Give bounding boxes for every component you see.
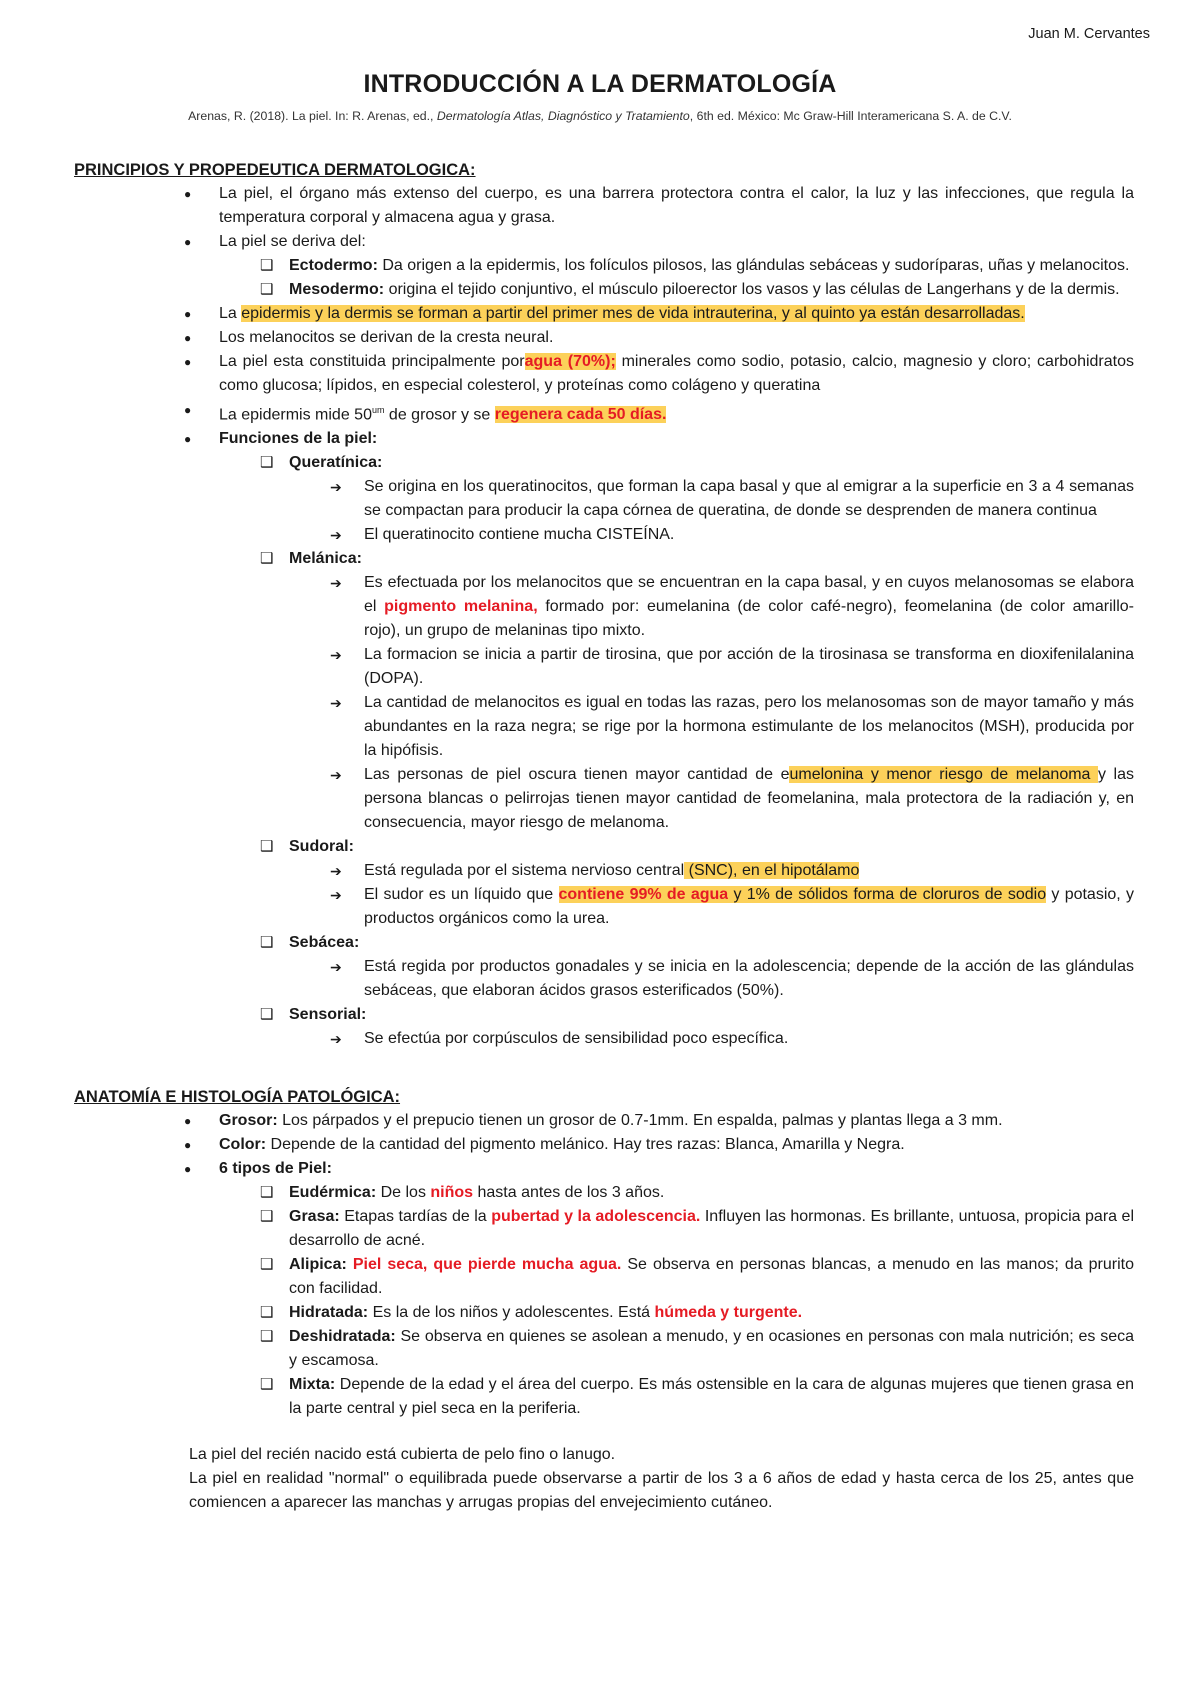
list-item: [74, 883, 1134, 931]
item-label: Deshidratada:: [289, 1328, 396, 1346]
list-item: [74, 955, 1134, 1003]
list-item: [74, 1373, 1134, 1421]
list-item: [74, 427, 1134, 451]
list-item: [74, 278, 1134, 302]
item-text: y potasio, y productos orgánicos como la urea.: [364, 886, 1135, 928]
item-text: Las personas de piel oscura tienen mayor cantidad de e: [364, 766, 790, 784]
list-item: [74, 523, 1134, 547]
checkbox-icon: ❑: [260, 454, 274, 472]
checkbox-icon: ❑: [260, 1304, 274, 1322]
item-label: Queratínica:: [289, 454, 383, 472]
arrow-icon: ➔: [330, 1031, 342, 1048]
closing-paragraphs: [74, 1443, 1134, 1515]
bullet-icon: ●: [184, 187, 192, 201]
section-spacer: [74, 1051, 1134, 1085]
item-text: Etapas tardías de la: [339, 1208, 492, 1226]
checkbox-icon: ❑: [260, 1376, 274, 1394]
item-text: Los párpados y el prepucio tienen un grosor de 0.7-1mm. En espalda, palmas y plantas llega a 3 mm.: [277, 1112, 1003, 1130]
checkbox-icon: ❑: [260, 1184, 274, 1202]
item-text: de grosor y se: [384, 406, 495, 424]
list-item: [74, 691, 1134, 763]
bullet-icon: ●: [184, 403, 192, 417]
list-item: [74, 398, 1134, 427]
bullet-icon: ●: [184, 1114, 192, 1129]
list-item: [74, 1301, 1134, 1325]
checkbox-icon: ❑: [260, 1256, 274, 1274]
item-label: Grasa:: [289, 1208, 340, 1226]
item-text: Está regulada por el sistema nervioso central: [364, 862, 685, 880]
item-label: Ectodermo:: [289, 257, 378, 274]
bullet-icon: ●: [184, 1138, 192, 1153]
list-item: [74, 326, 1134, 350]
list-item: [74, 1133, 1134, 1157]
item-text: Depende de la edad y el área del cuerpo. Es más ostensible en la cara de algunas mujeres que tienen grasa en la parte central y piel seca en la periferia.: [289, 1376, 1134, 1418]
item-label: Sudoral:: [289, 838, 354, 856]
list-item: [74, 931, 1134, 955]
arrow-icon: ➔: [330, 767, 342, 784]
item-text: De los: [376, 1184, 431, 1202]
list-item: [74, 1027, 1134, 1051]
item-text: Se origina en los queratinocitos, que forman la capa basal y que al emigrar a la superficie en 3 a 4 semanas se compactan para producir la capa córnea de queratina, de donde se desprenden de manera continua: [364, 478, 1134, 520]
item-text: La epidermis mide 50: [219, 406, 372, 424]
list-item: [74, 1157, 1134, 1181]
item-text: La formacion se inicia a partir de tirosina, que por acción de la tirosinasa se transforma en dioxifenilalanina (DOPA).: [364, 646, 1134, 688]
list-item: [74, 350, 1134, 398]
item-label: Sebácea:: [289, 934, 360, 952]
paragraph: La piel en realidad "normal" o equilibrada puede observarse a partir de los 3 a 6 años de edad y hasta cerca de los 25, antes que comiencen a aparecer las manchas y arrugas propias del envejecimiento cutáneo.: [189, 1470, 1134, 1512]
item-text: minerales como sodio, potasio, calcio, magnesio y cloro; carbohidratos como glucosa; lípidos, en especial colesterol, y proteínas como colágeno y queratina: [219, 353, 1135, 394]
arrow-icon: ➔: [330, 863, 342, 880]
item-text: El queratinocito contiene mucha CISTEÍNA.: [364, 526, 675, 544]
list-item: [74, 451, 1134, 475]
item-text: Es la de los niños y adolescentes. Está: [368, 1304, 655, 1322]
list-item: [74, 1181, 1134, 1205]
list-item: [74, 1003, 1134, 1027]
bullet-icon: ●: [184, 331, 192, 345]
arrow-icon: ➔: [330, 575, 342, 592]
list-item: [74, 643, 1134, 691]
item-text: Se efectúa por corpúsculos de sensibilidad poco específica.: [364, 1030, 789, 1048]
item-label: Eudérmica:: [289, 1184, 377, 1202]
list-item: [74, 230, 1134, 254]
checkbox-icon: ❑: [260, 1208, 274, 1226]
list-item: [74, 1109, 1134, 1133]
list-item: [74, 475, 1134, 523]
citation-book-title: Dermatología Atlas, Diagnóstico y Tratamiento: [436, 109, 690, 123]
item-text: y las persona blancas o pelirrojas tienen mayor cantidad de feomelanina, mala protectora de la radiación y, en consecuencia, mayor riesgo de melanoma.: [364, 766, 1134, 832]
highlighted-text: y 1% de sólidos forma de cloruros de sodio: [728, 886, 1047, 904]
checkbox-icon: ❑: [260, 550, 274, 568]
item-text: hasta antes de los 3 años.: [473, 1184, 665, 1202]
emphasis-text: regenera cada 50 días.: [494, 406, 667, 424]
highlighted-text: umelonina y menor riesgo de melanoma: [789, 766, 1098, 784]
item-text: Se observa en quienes se asolean a menudo, y en ocasiones en personas con mala nutrición; es seca y escamosa.: [289, 1328, 1134, 1370]
page-title: INTRODUCCIÓN A LA DERMATOLOGÍA: [363, 70, 837, 98]
emphasis-text: pubertad y la adolescencia.: [491, 1208, 701, 1226]
list-item: [74, 571, 1134, 643]
arrow-icon: ➔: [330, 959, 342, 976]
checkbox-icon: ❑: [260, 257, 274, 274]
checkbox-icon: ❑: [260, 838, 274, 856]
list-item: [74, 1205, 1134, 1253]
section-heading-anatomia: ANATOMÍA E HISTOLOGÍA PATOLÓGICA:: [74, 1088, 401, 1107]
list-item: [74, 302, 1134, 326]
checkbox-icon: ❑: [260, 934, 274, 952]
item-text: Se observa en personas blancas, a menudo en las manos; da prurito con facilidad.: [289, 1256, 1135, 1298]
citation-text: Arenas, R. (2018). La piel. In: R. Arenas, ed.,: [188, 109, 437, 123]
item-label: Sensorial:: [289, 1006, 367, 1024]
checkbox-icon: ❑: [260, 281, 274, 298]
item-label: 6 tipos de Piel:: [219, 1160, 332, 1178]
item-label: Mesodermo:: [289, 281, 385, 298]
list-item: [74, 835, 1134, 859]
item-label: Alipica:: [289, 1256, 347, 1274]
list-item: [74, 763, 1134, 835]
paragraph: La piel del recién nacido está cubierta de pelo fino o lanugo.: [189, 1446, 616, 1464]
list-item: [74, 254, 1134, 278]
arrow-icon: ➔: [330, 479, 342, 496]
arrow-icon: ➔: [330, 887, 342, 904]
list-item: [74, 182, 1134, 230]
section-list-anatomia: [74, 1109, 1134, 1421]
emphasis-text: niños: [430, 1184, 474, 1202]
arrow-icon: ➔: [330, 527, 342, 544]
item-label: Grosor:: [219, 1112, 278, 1130]
emphasis-text: húmeda y turgente.: [654, 1304, 803, 1322]
item-text: Da origen a la epidermis, los folículos pilosos, las glándulas sebáceas y sudoríparas, uñas y melanocitos.: [377, 257, 1130, 274]
item-label: Mixta:: [289, 1376, 336, 1394]
list-item: [74, 859, 1134, 883]
bullet-icon: ●: [184, 355, 192, 369]
item-text: origina el tejido conjuntivo, el músculo piloerector los vasos y las células de Langerhans y de la dermis.: [384, 281, 1120, 298]
list-item: [74, 1253, 1134, 1301]
item-text: Está regida por productos gonadales y se inicia en la adolescencia; depende de la acción de las glándulas sebáceas, que elaboran ácidos grasos esterificados (50%).: [364, 958, 1134, 1000]
unit-superscript: um: [371, 405, 385, 415]
item-text: Influyen las hormonas. Es brillante, untuosa, propicia para el desarrollo de acné.: [289, 1208, 1135, 1250]
author-name: Juan M. Cervantes: [1028, 26, 1150, 42]
highlighted-text: (SNC), en el hipotálamo: [684, 862, 860, 880]
checkbox-icon: ❑: [260, 1006, 274, 1024]
item-label: Funciones de la piel:: [219, 430, 378, 448]
bullet-icon: ●: [184, 1162, 192, 1177]
arrow-icon: ➔: [330, 647, 342, 664]
bullet-icon: ●: [184, 432, 192, 447]
citation: [0, 109, 1200, 123]
emphasis-text: agua (70%);: [524, 353, 616, 370]
item-label: Hidratada:: [289, 1304, 369, 1322]
document-body: [74, 158, 1134, 1515]
item-text: La: [219, 305, 242, 322]
item-label: Color:: [219, 1136, 267, 1154]
citation-publisher: , 6th ed. México: Mc Graw-Hill Interamericana S. A. de C.V.: [689, 109, 1012, 123]
item-text: Los melanocitos se derivan de la cresta neural.: [219, 329, 554, 346]
bullet-icon: ●: [184, 235, 192, 249]
section-list-principios: [74, 182, 1134, 1051]
item-text: Es efectuada por los melanocitos que se encuentran en la capa basal, y en cuyos melanosomas se elabora el: [364, 574, 1134, 616]
bullet-icon: ●: [184, 307, 192, 321]
arrow-icon: ➔: [330, 695, 342, 712]
section-heading-principios: PRINCIPIOS Y PROPEDEUTICA DERMATOLOGICA:: [74, 161, 476, 179]
item-text: formado por: eumelanina (de color café-negro), feomelanina (de color amarillo- rojo), un grupo de melaninas tipo mixto.: [364, 598, 1134, 640]
list-item: [74, 1325, 1134, 1373]
emphasis-text: contiene 99% de agua: [558, 886, 729, 904]
item-text: El sudor es un líquido que: [364, 886, 559, 904]
emphasis-text: Piel seca, que pierde mucha agua.: [352, 1256, 622, 1274]
list-item: [74, 547, 1134, 571]
checkbox-icon: ❑: [260, 1328, 274, 1346]
item-text: La piel esta constituida principalmente por: [219, 353, 525, 370]
item-text: Depende de la cantidad del pigmento melánico. Hay tres razas: Blanca, Amarilla y Negra.: [266, 1136, 905, 1154]
highlighted-text: epidermis y la dermis se forman a partir del primer mes de vida intrauterina, y al quinto ya están desarrolladas.: [241, 305, 1025, 322]
item-text: La cantidad de melanocitos es igual en todas las razas, pero los melanosomas son de mayor tamaño y más abundantes en la raza negra; se rige por la hormona estimulante de los melanocitos (MSH), producida por la hipófisis.: [364, 694, 1134, 760]
item-text: La piel, el órgano más extenso del cuerpo, es una barrera protectora contra el calor, la luz y las infecciones, que regula la temperatura corporal y almacena agua y grasa.: [219, 185, 1134, 226]
item-text: La piel se deriva del:: [219, 233, 366, 250]
emphasis-text: pigmento melanina,: [384, 598, 538, 616]
item-label: Melánica:: [289, 550, 362, 568]
